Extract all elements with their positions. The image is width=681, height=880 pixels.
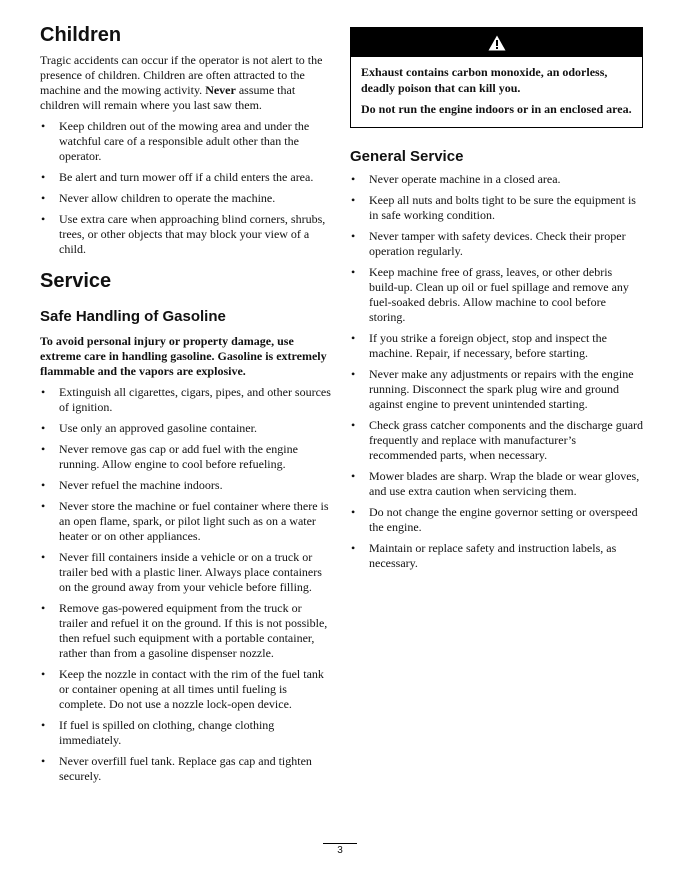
list-item: • Use extra care when approaching blind corners, shrubs, trees, or other objects that may block your view of a child. [40, 212, 332, 257]
service-heading: Service [40, 270, 112, 292]
list-item: • Never store the machine or fuel container where there is an open flame, spark, or pilot light such as on a water heater or on other appliances. [40, 499, 332, 544]
list-item: • Never refuel the machine indoors. [40, 478, 332, 493]
page-number: 3 [337, 845, 343, 856]
list-item: • Do not change the engine governor setting or overspeed the engine. [350, 505, 643, 535]
warning-header [351, 28, 642, 57]
warning-body [351, 57, 642, 127]
children-heading: Children [40, 24, 122, 46]
list-item: • Never overfill fuel tank. Replace gas cap and tighten securely. [40, 754, 332, 784]
carbon-monoxide-warning-box [350, 27, 643, 128]
list-item: • Be alert and turn mower off if a child enters the area. [40, 170, 332, 185]
children-bullet-list [40, 119, 332, 257]
list-item: • Remove gas-powered equipment from the truck or trailer and refuel it on the ground. If this is not possible, then refuel such equipment with a portable container, rather than from a gasoline dispenser nozzle. [40, 601, 332, 661]
gasoline-heading: Safe Handling of Gasoline [40, 308, 226, 325]
warning-line-2: Do not run the engine indoors or in an enclosed area. [361, 102, 632, 116]
list-item: • Never tamper with safety devices. Check their proper operation regularly. [350, 229, 643, 259]
warning-line-1: Exhaust contains carbon monoxide, an odorless, deadly poison that can kill you. [361, 65, 608, 95]
general-service-heading: General Service [350, 147, 464, 165]
list-item: • If fuel is spilled on clothing, change clothing immediately. [40, 718, 332, 748]
list-item: • Check grass catcher components and the discharge guard frequently and replace with manufacturer’s recommended parts, when necessary. [350, 418, 643, 463]
gasoline-warning-text: To avoid personal injury or property damage, use extreme care in handling gasoline. Gasoline is extremely flammable and the vapors are explosive. [40, 334, 327, 378]
general-service-bullet-list [350, 172, 643, 571]
footer-divider [323, 843, 357, 844]
list-item: • Keep machine free of grass, leaves, or other debris build-up. Clean up oil or fuel spillage and remove any fuel-soaked debris. Allow machine to cool before storing. [350, 265, 643, 325]
list-item: • Maintain or replace safety and instruction labels, as necessary. [350, 541, 643, 571]
list-item: • Use only an approved gasoline container. [40, 421, 332, 436]
left-column [40, 0, 332, 790]
list-item: • Never fill containers inside a vehicle or on a truck or trailer bed with a plastic liner. Always place containers on the ground away from your vehicle before filling. [40, 550, 332, 595]
children-intro: Tragic accidents can occur if the operator is not alert to the presence of children. Children are often attracted to the machine and the mowing activity. Never assume that children will remain where you last saw them. [40, 53, 323, 112]
list-item: • Never remove gas cap or add fuel with the engine running. Allow engine to cool before refueling. [40, 442, 332, 472]
list-item: • Keep children out of the mowing area and under the watchful care of a responsible adult other than the operator. [40, 119, 332, 164]
list-item: • Keep all nuts and bolts tight to be sure the equipment is in safe working condition. [350, 193, 643, 223]
list-item: • Never make any adjustments or repairs with the engine running. Disconnect the spark plug wire and ground against engine to prevent unintended starting. [350, 367, 643, 412]
list-item: • Never allow children to operate the machine. [40, 191, 332, 206]
warning-triangle-icon [488, 35, 506, 51]
list-item: • Mower blades are sharp. Wrap the blade or wear gloves, and use extra caution when servicing them. [350, 469, 643, 499]
right-column [350, 0, 643, 577]
list-item: • Extinguish all cigarettes, cigars, pipes, and other sources of ignition. [40, 385, 332, 415]
list-item: • Keep the nozzle in contact with the rim of the fuel tank or container opening at all times until fueling is complete. Do not use a nozzle lock-open device. [40, 667, 332, 712]
gasoline-bullet-list [40, 385, 332, 784]
list-item: • Never operate machine in a closed area. [350, 172, 643, 187]
list-item: • If you strike a foreign object, stop and inspect the machine. Repair, if necessary, before starting. [350, 331, 643, 361]
